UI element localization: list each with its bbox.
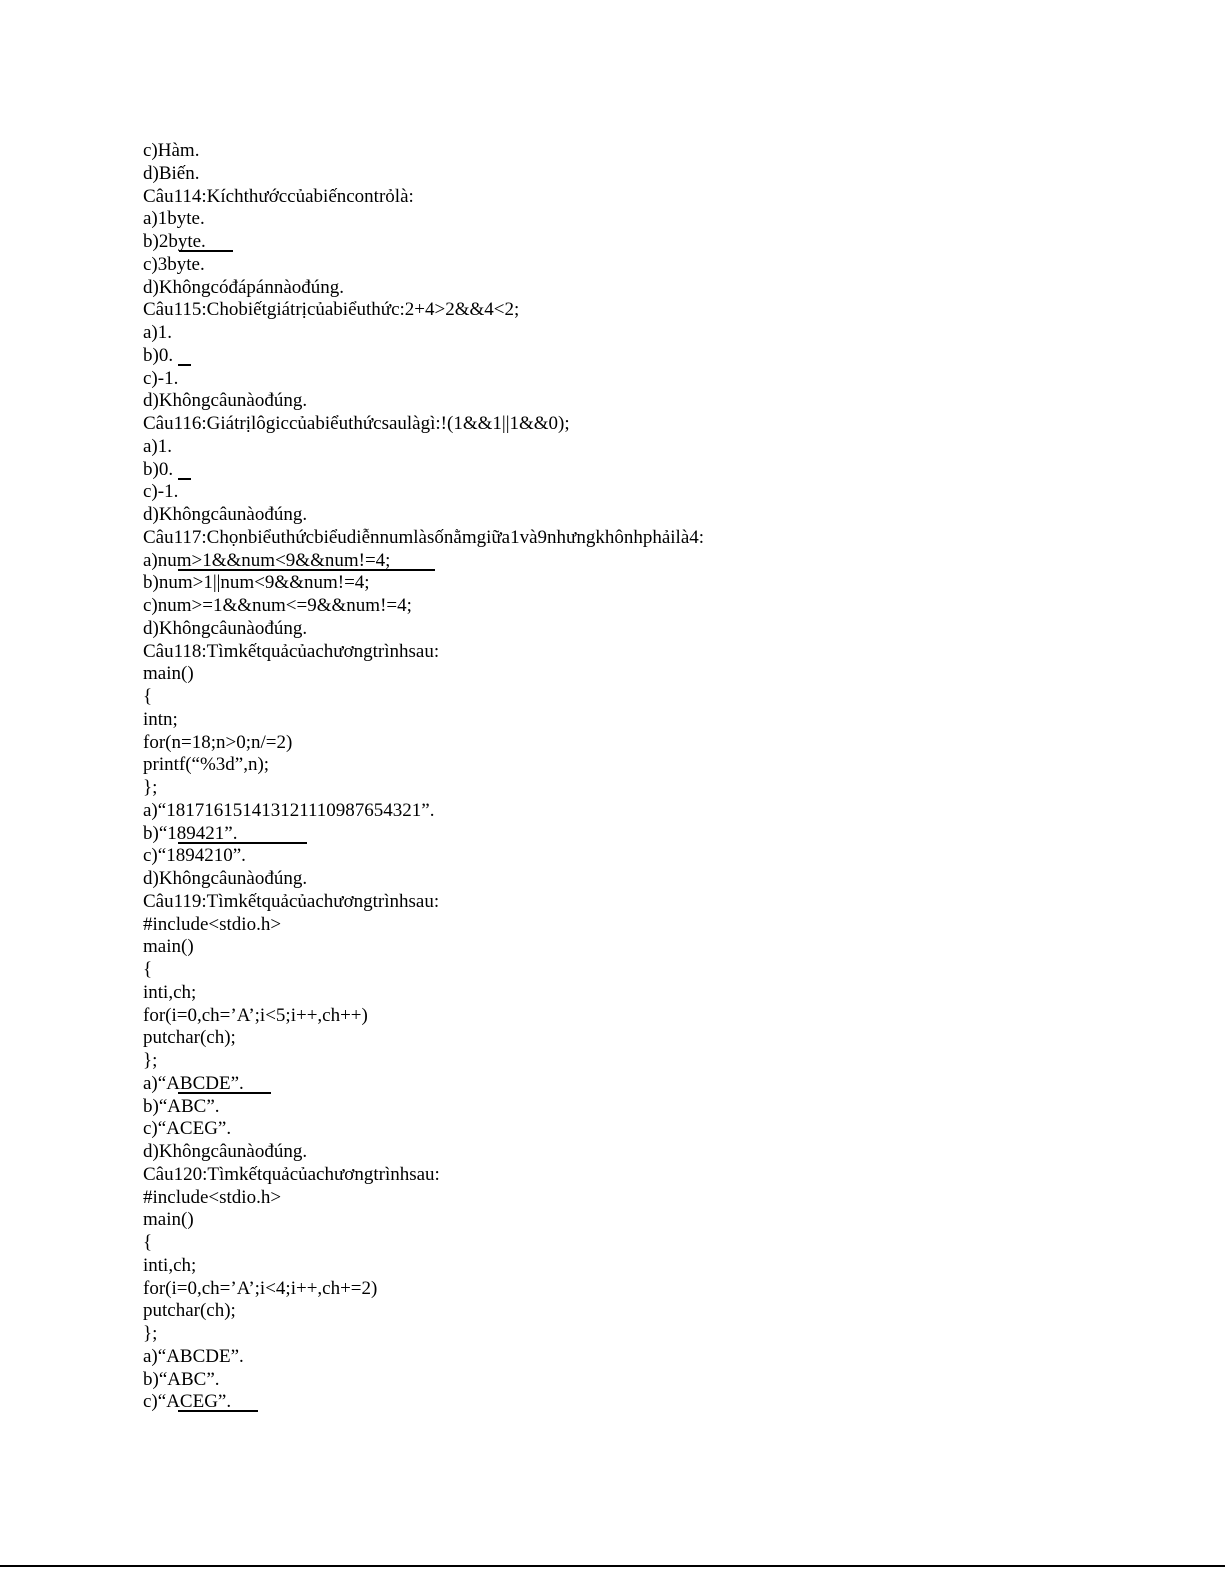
code-line: main()	[143, 1209, 194, 1231]
answer-underline	[178, 842, 307, 844]
answer-option: d)Khôngcâunàođúng.	[143, 390, 308, 412]
question-116: Câu116:Giátrịlôgiccủabiểuthứcsaulàgì:!(1&&1||1&&0);	[143, 413, 570, 434]
answer-option: c)-1.	[143, 367, 179, 389]
answer-option: a)“181716151413121110987654321”.	[143, 799, 435, 821]
code-line: inti,ch;	[143, 981, 197, 1003]
code-line: putchar(ch);	[143, 1300, 236, 1322]
answer-option	[143, 1391, 1143, 1414]
code-line: #include<stdio.h>	[143, 1186, 282, 1208]
code-line: for(i=0,ch=’A’;i<4;i++,ch+=2)	[143, 1277, 378, 1299]
answer-underline	[178, 1092, 271, 1094]
answer-text: b)0.	[143, 344, 174, 366]
question-115: Câu115:Chobiếtgiátrịcủabiểuthức:2+4>2&&4<2;	[143, 299, 520, 321]
code-line: for(i=0,ch=’A’;i<5;i++,ch++)	[143, 1004, 368, 1026]
code-line: main()	[143, 936, 194, 958]
answer-option	[143, 1073, 1143, 1096]
answer-option: c)“ACEG”.	[143, 1118, 232, 1140]
code-line: intn;	[143, 708, 178, 730]
answer-option	[143, 823, 1143, 846]
answer-option: a)“ABCDE”.	[143, 1345, 244, 1367]
answer-option	[143, 550, 1143, 573]
code-line: main()	[143, 663, 194, 685]
code-line: for(n=18;n>0;n/=2)	[143, 731, 293, 753]
answer-option: d)Khôngcóđápánnàođúng.	[143, 276, 345, 298]
answer-option: b)“ABC”.	[143, 1095, 220, 1117]
answer-option: a)1byte.	[143, 208, 205, 230]
code-line: {	[143, 686, 153, 707]
question-118: Câu118:Tìmkếtquảcủachươngtrìnhsau:	[143, 640, 440, 662]
code-line: {	[143, 959, 153, 980]
answer-option	[143, 231, 1143, 254]
answer-option: d)Khôngcâunàođúng.	[143, 868, 308, 889]
answer-text: b)2byte.	[143, 231, 206, 252]
answer-text: b)“189421”.	[143, 822, 238, 844]
answer-text: c)“ACEG”.	[143, 1391, 232, 1413]
code-line: printf(“%3d”,n);	[143, 754, 270, 776]
answer-underline	[178, 1410, 258, 1412]
answer-option	[143, 459, 1143, 482]
code-line: {	[143, 1232, 153, 1253]
answer-option: c)3byte.	[143, 253, 205, 275]
question-119: Câu119:Tìmkếtquảcủachươngtrìnhsau:	[143, 890, 440, 912]
answer-text: b)0.	[143, 458, 174, 480]
answer-text: a)num>1&&num<9&&num!=4;	[143, 549, 391, 571]
code-line: };	[143, 1323, 158, 1344]
answer-text: a)“ABCDE”.	[143, 1072, 244, 1094]
answer-option: d)Khôngcâunàođúng.	[143, 1141, 308, 1162]
text-line: d)Biến.	[143, 162, 200, 184]
code-line: inti,ch;	[143, 1254, 197, 1276]
answer-option: b)num>1||num<9&&num!=4;	[143, 572, 370, 594]
answer-underline	[178, 569, 435, 571]
code-line: #include<stdio.h>	[143, 913, 282, 935]
answer-option	[143, 345, 1143, 368]
answer-option: d)Khôngcâunàođúng.	[143, 504, 308, 525]
code-line: };	[143, 777, 158, 798]
answer-option: a)1.	[143, 322, 173, 343]
document-page	[143, 140, 1143, 1414]
answer-option: c)num>=1&&num<=9&&num!=4;	[143, 595, 412, 616]
answer-option: c)“1894210”.	[143, 845, 246, 867]
answer-underline	[178, 364, 191, 366]
answer-option: c)-1.	[143, 481, 179, 503]
answer-option: b)“ABC”.	[143, 1368, 220, 1390]
code-line: putchar(ch);	[143, 1027, 236, 1049]
answer-option: a)1.	[143, 435, 173, 457]
answer-option: d)Khôngcâunàođúng.	[143, 617, 308, 639]
question-120: Câu120:Tìmkếtquảcủachươngtrìnhsau:	[143, 1163, 440, 1185]
answer-underline	[178, 478, 191, 480]
code-line: };	[143, 1050, 158, 1071]
question-117: Câu117:Chọnbiểuthứcbiểudiễnnumlàsốnằmgiữa1và9nhưngkhônhphảilà4:	[143, 526, 705, 548]
question-114: Câu114:Kíchthướccủabiếncontrỏlà:	[143, 185, 414, 207]
answer-underline	[179, 250, 233, 252]
page-bottom-rule	[0, 1565, 1225, 1567]
text-line: c)Hàm.	[143, 140, 200, 161]
